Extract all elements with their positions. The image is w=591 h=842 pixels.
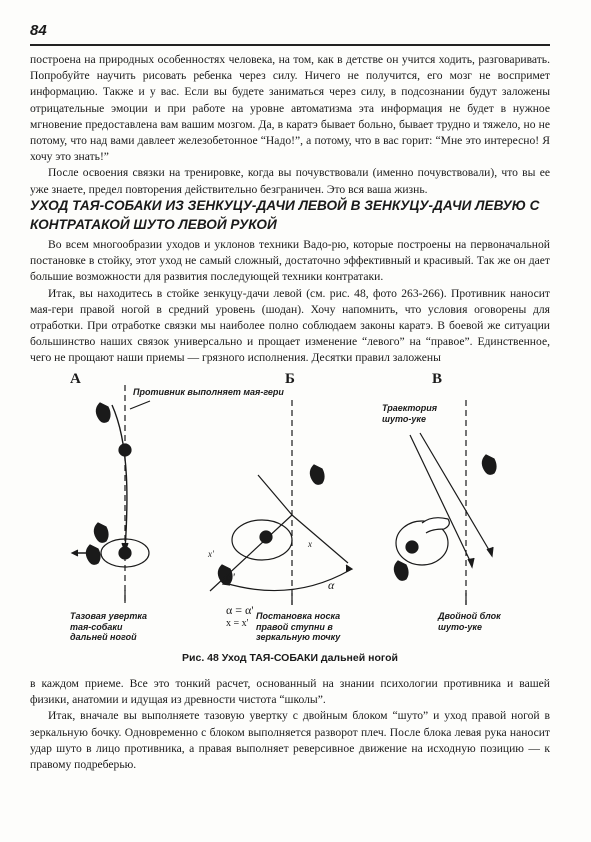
angle-ray: [258, 475, 292, 515]
formula-alpha: α = α': [226, 603, 254, 617]
shuto-trajectory: [420, 433, 492, 555]
fighter-marker: [260, 531, 272, 543]
x-mark: x: [308, 539, 312, 549]
header-rule: [30, 44, 550, 46]
figure-48: [30, 365, 550, 665]
block-arm: [422, 518, 449, 533]
panel-label-b: Б: [285, 371, 295, 387]
panel-label-a: А: [70, 371, 81, 387]
figure-diagram: [30, 365, 550, 650]
middle-text-block: [30, 237, 550, 367]
angle-ray: [210, 515, 292, 591]
paragraph: После освоения связки на тренировке, когда вы почувствовали (именно почувствовали), что вы ее уже знаете, предел повторения действительно безграничен. Это вся ваша жизнь.: [30, 166, 550, 196]
paragraph: Во всем многообразии уходов и уклонов техники Вадо-рю, которые построены на первоначальной постановке в стойку, этот уход не самый сложный, достаточно эффективный и красивый. Так же он дает большие возможности для развития последующей техники контратаки.: [30, 238, 550, 284]
fighter-marker: [119, 547, 131, 559]
paragraph: построена на природных особенностях человека, на том, как в детстве он учится ходить, разговаривать. Попробуйте научить рисовать ребенка через силу. Ничего не получится, его мозг не воспримет информацию. Также и у вас. Если вы будете заниматься через силу, в подсознании будут заложены отрицательные эмоции и при работе на уровне автоматизма эта информация не будет в нужное мгновение предоставлена вам вашим мозгом. Да, в каратэ бывает больно, бывает трудно и тяжело, но не потому, что над вами давлеет железобетонное “Надо!”, а потому, что в вас горит: “Мне это интересно! Я хочу это знать!”: [30, 53, 550, 164]
footprint: [94, 523, 108, 542]
section-heading: УХОД ТАЯ-СОБАКИ ИЗ ЗЕНКУЦУ-ДАЧИ ЛЕВОЙ В ЗЕНКУЦУ-ДАЧИ ЛЕВУЮ С КОНТРАТАКОЙ ШУТО ЛЕВОЙ РУКОЙ: [30, 198, 540, 232]
paragraph: в каждом приеме. Все это тонкий расчет, основанный на знании психологии противника и вашей физики, анатомии и идущая из древности чистота “школы”.: [30, 677, 550, 707]
top-text-block: [30, 52, 550, 198]
footprint: [310, 465, 324, 484]
paragraph: Итак, вы находитесь в стойке зенкуцу-дачи левой (см. рис. 48, фото 263-266). Противник наносит мая-гери правой ногой в средний уровень (шодан). Хочу напомнить, что условия оговорены для отработки. При отработке связки мы наиболее полно соблюдаем законы каратэ. В боевой же ситуации большинство наших связок универсально и прощает изменение “левого” на “правое”. Единственное, чего не прощают наши приемы — грязного исполнения. Десятки правил заложены: [30, 286, 550, 365]
angle-ray: [292, 515, 348, 563]
label-toe-placement: Постановка носка правой ступни в зеркальную точку: [256, 611, 341, 642]
footprint: [482, 455, 496, 474]
arrowhead: [72, 550, 78, 556]
panel-label-c: В: [432, 371, 443, 387]
angle-alpha-prime: α': [226, 570, 235, 584]
formula-x: x = x': [226, 618, 249, 629]
label-hip-evasion: Тазовая увертка тая-собаки дальней ногой: [70, 611, 147, 642]
shuto-trajectory: [410, 435, 472, 565]
label-opponent: Противник выполняет мая-гери: [133, 387, 284, 397]
label-double-block: Двойной блок шуто-уке: [438, 611, 501, 632]
label-shuto-trajectory: Траектория шуто-уке: [382, 403, 438, 424]
page-number: 84: [30, 22, 47, 39]
leader-line: [130, 401, 150, 409]
arrowhead: [346, 565, 352, 572]
footprint: [96, 403, 110, 422]
arrowhead: [468, 558, 474, 567]
footprint: [86, 545, 100, 564]
paragraph: Итак, вначале вы выполняете тазовую увертку с двойным блоком “шуто” и уход правой ногой в зеркальную бочку. Одновременно с блоком выполняется разворот плеч. После блока левая рука наносит удар шуто в лицо противника, а правая выполняет реверсивное движение на исходную позицию — к правому подреберью.: [30, 709, 550, 772]
angle-alpha: α: [328, 578, 335, 592]
figure-caption: Рис. 48 Уход ТАЯ-СОБАКИ дальней ногой: [182, 652, 398, 664]
x-prime-mark: x': [208, 549, 214, 559]
footprint: [394, 561, 408, 580]
bottom-text-block: [30, 676, 550, 773]
fighter-marker: [406, 541, 418, 553]
